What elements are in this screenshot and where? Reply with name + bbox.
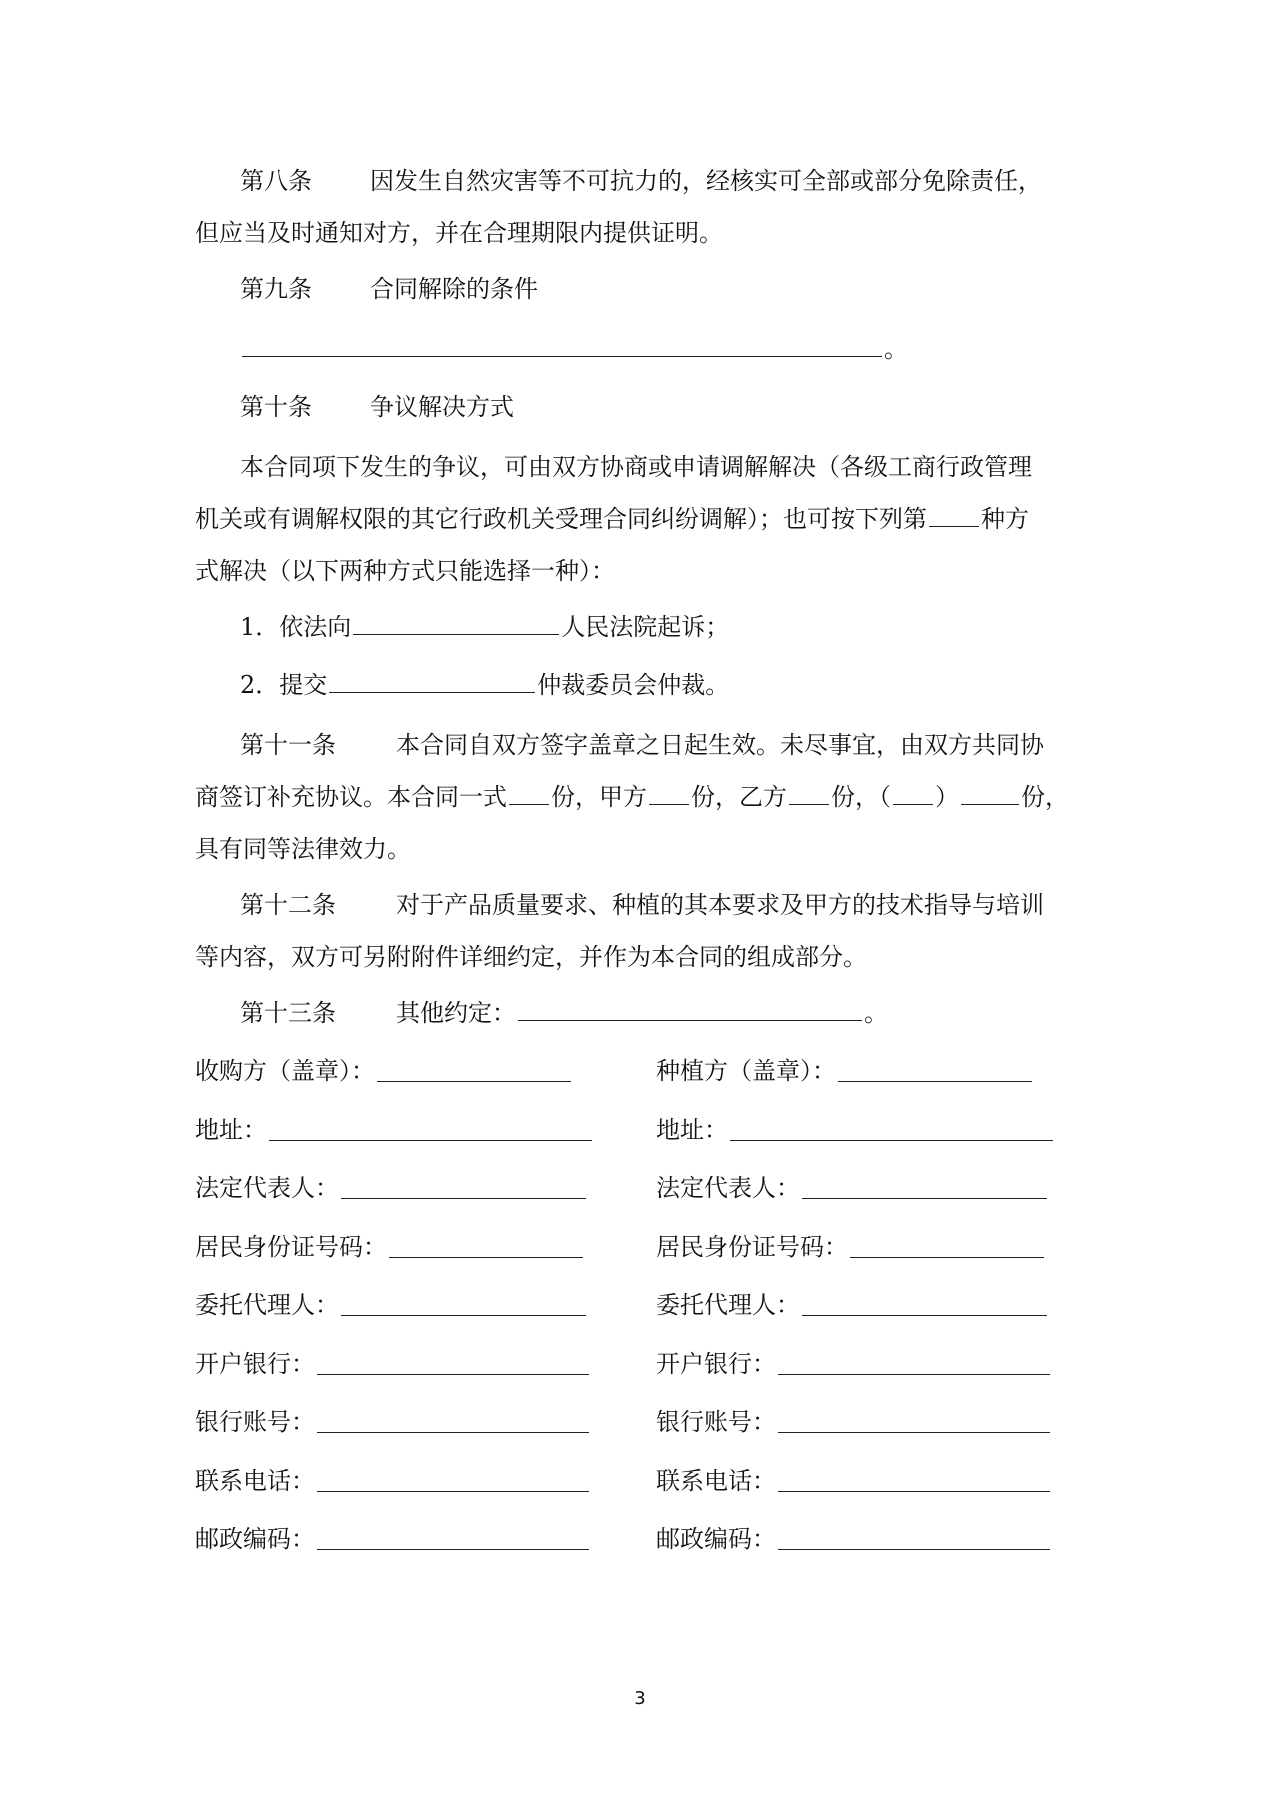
grower-postcode-row — [656, 1524, 1052, 1554]
grower-id-number-row — [656, 1232, 1046, 1262]
option-1-text-b: 人民法院起诉； — [561, 613, 730, 641]
grower-phone-label: 联系电话： — [656, 1467, 776, 1495]
buyer-account-field[interactable] — [317, 1410, 589, 1433]
buyer-phone-row — [195, 1466, 591, 1496]
grower-legal-rep-label: 法定代表人： — [656, 1174, 800, 1202]
article-13-line — [240, 998, 888, 1028]
article-9-title: 合同解除的条件 — [370, 275, 538, 303]
buyer-postcode-field[interactable] — [317, 1527, 589, 1550]
grower-seal-field[interactable] — [838, 1059, 1032, 1082]
party-b-copies-blank[interactable] — [789, 782, 829, 805]
grower-seal-row — [656, 1056, 1034, 1086]
article-8-line-1 — [240, 166, 1042, 196]
article-9-blank-line — [240, 334, 908, 364]
grower-agent-label: 委托代理人： — [656, 1291, 800, 1319]
article-12-line-2: 等内容，双方可另附附件详细约定，并作为本合同的组成部分。 — [195, 943, 867, 971]
termination-conditions-blank[interactable] — [242, 334, 882, 357]
other-party-name-blank[interactable] — [893, 782, 933, 805]
article-8-label: 第八条 — [240, 167, 312, 195]
article-9-label: 第九条 — [240, 275, 312, 303]
buyer-id-number-label: 居民身份证号码： — [195, 1233, 387, 1261]
buyer-bank-field[interactable] — [317, 1352, 589, 1375]
buyer-agent-label: 委托代理人： — [195, 1291, 339, 1319]
article-11-text-2c: 份，乙方 — [691, 783, 787, 811]
buyer-seal-field[interactable] — [377, 1059, 571, 1082]
article-11-text-2b: 份，甲方 — [551, 783, 647, 811]
buyer-bank-label: 开户银行： — [195, 1350, 315, 1378]
grower-account-label: 银行账号： — [656, 1408, 776, 1436]
grower-bank-field[interactable] — [778, 1352, 1050, 1375]
grower-account-field[interactable] — [778, 1410, 1050, 1433]
buyer-phone-label: 联系电话： — [195, 1467, 315, 1495]
grower-address-label: 地址： — [656, 1116, 728, 1144]
article-10-heading — [240, 392, 514, 422]
article-9-blank-end: 。 — [884, 335, 908, 363]
buyer-legal-rep-row — [195, 1173, 588, 1203]
grower-agent-field[interactable] — [802, 1293, 1047, 1316]
option-2-text-a: 2．提交 — [240, 671, 328, 699]
grower-legal-rep-row — [656, 1173, 1049, 1203]
article-10-para-text-2a: 机关或有调解权限的其它行政机关受理合同纠纷调解）；也可按下列第 — [195, 505, 927, 533]
buyer-legal-rep-field[interactable] — [341, 1176, 586, 1199]
article-11-line-3: 具有同等法律效力。 — [195, 835, 411, 863]
grower-account-row — [656, 1407, 1052, 1437]
other-agreements-blank[interactable] — [518, 998, 862, 1021]
arbitration-commission-blank[interactable] — [329, 670, 535, 693]
grower-address-row — [656, 1115, 1055, 1145]
article-12-text-1: 对于产品质量要求、种植的其本要求及甲方的技术指导与培训 — [396, 891, 1044, 919]
article-10-para-line-3: 式解决（以下两种方式只能选择一种）： — [195, 557, 615, 585]
article-11-label: 第十一条 — [240, 731, 336, 759]
article-11-text-2a: 商签订补充协议。本合同一式 — [195, 783, 507, 811]
article-11-text-2e: ） — [935, 783, 959, 811]
buyer-bank-row — [195, 1349, 591, 1379]
article-10-para-text-2b: 种方 — [981, 505, 1029, 533]
article-13-label: 第十三条 — [240, 999, 336, 1027]
court-name-blank[interactable] — [353, 612, 559, 635]
grower-address-field[interactable] — [730, 1118, 1053, 1141]
buyer-address-label: 地址： — [195, 1116, 267, 1144]
buyer-agent-field[interactable] — [341, 1293, 586, 1316]
article-11-line-2 — [195, 782, 1069, 812]
article-8-text-1: 因发生自然灾害等不可抗力的，经核实可全部或部分免除责任， — [370, 167, 1042, 195]
grower-seal-label: 种植方（盖章）： — [656, 1057, 836, 1085]
article-11-text-2f: 份， — [1021, 783, 1069, 811]
grower-postcode-label: 邮政编码： — [656, 1525, 776, 1553]
buyer-legal-rep-label: 法定代表人： — [195, 1174, 339, 1202]
option-2-text-b: 仲裁委员会仲裁。 — [537, 671, 730, 699]
buyer-seal-label: 收购方（盖章）： — [195, 1057, 375, 1085]
buyer-address-row — [195, 1115, 594, 1145]
grower-phone-row — [656, 1466, 1052, 1496]
article-13-text: 其他约定： — [396, 999, 516, 1027]
option-2-line — [240, 670, 729, 700]
article-11-line-1 — [240, 730, 1044, 760]
grower-id-number-label: 居民身份证号码： — [656, 1233, 848, 1261]
buyer-agent-row — [195, 1290, 588, 1320]
article-12-label: 第十二条 — [240, 891, 336, 919]
article-10-title: 争议解决方式 — [370, 393, 514, 421]
article-11-text-2d: 份，（ — [831, 783, 891, 811]
buyer-phone-field[interactable] — [317, 1469, 589, 1492]
article-10-label: 第十条 — [240, 393, 312, 421]
buyer-postcode-label: 邮政编码： — [195, 1525, 315, 1553]
article-11-text-1: 本合同自双方签字盖章之日起生效。未尽事宜，由双方共同协 — [396, 731, 1044, 759]
buyer-address-field[interactable] — [269, 1118, 592, 1141]
article-10-para-line-2 — [195, 504, 1029, 534]
grower-bank-row — [656, 1349, 1052, 1379]
total-copies-blank[interactable] — [509, 782, 549, 805]
grower-phone-field[interactable] — [778, 1469, 1050, 1492]
buyer-postcode-row — [195, 1524, 591, 1554]
other-party-copies-blank[interactable] — [961, 782, 1019, 805]
grower-postcode-field[interactable] — [778, 1527, 1050, 1550]
buyer-account-label: 银行账号： — [195, 1408, 315, 1436]
article-9-heading — [240, 274, 538, 304]
option-1-text-a: 1．依法向 — [240, 613, 352, 641]
buyer-account-row — [195, 1407, 591, 1437]
page-number: 3 — [634, 1688, 646, 1709]
article-8-line-2: 但应当及时通知对方，并在合理期限内提供证明。 — [195, 219, 723, 247]
buyer-seal-row — [195, 1056, 573, 1086]
grower-id-number-field[interactable] — [850, 1235, 1044, 1258]
party-a-copies-blank[interactable] — [649, 782, 689, 805]
grower-legal-rep-field[interactable] — [802, 1176, 1047, 1199]
article-13-end: 。 — [864, 999, 888, 1027]
buyer-id-number-row — [195, 1232, 585, 1262]
article-12-line-1 — [240, 890, 1044, 920]
article-10-para-line-1: 本合同项下发生的争议，可由双方协商或申请调解解决（各级工商行政管理 — [240, 453, 1032, 481]
dispute-method-number-blank[interactable] — [929, 504, 979, 527]
grower-agent-row — [656, 1290, 1049, 1320]
grower-bank-label: 开户银行： — [656, 1350, 776, 1378]
option-1-line — [240, 612, 729, 642]
buyer-id-number-field[interactable] — [389, 1235, 583, 1258]
